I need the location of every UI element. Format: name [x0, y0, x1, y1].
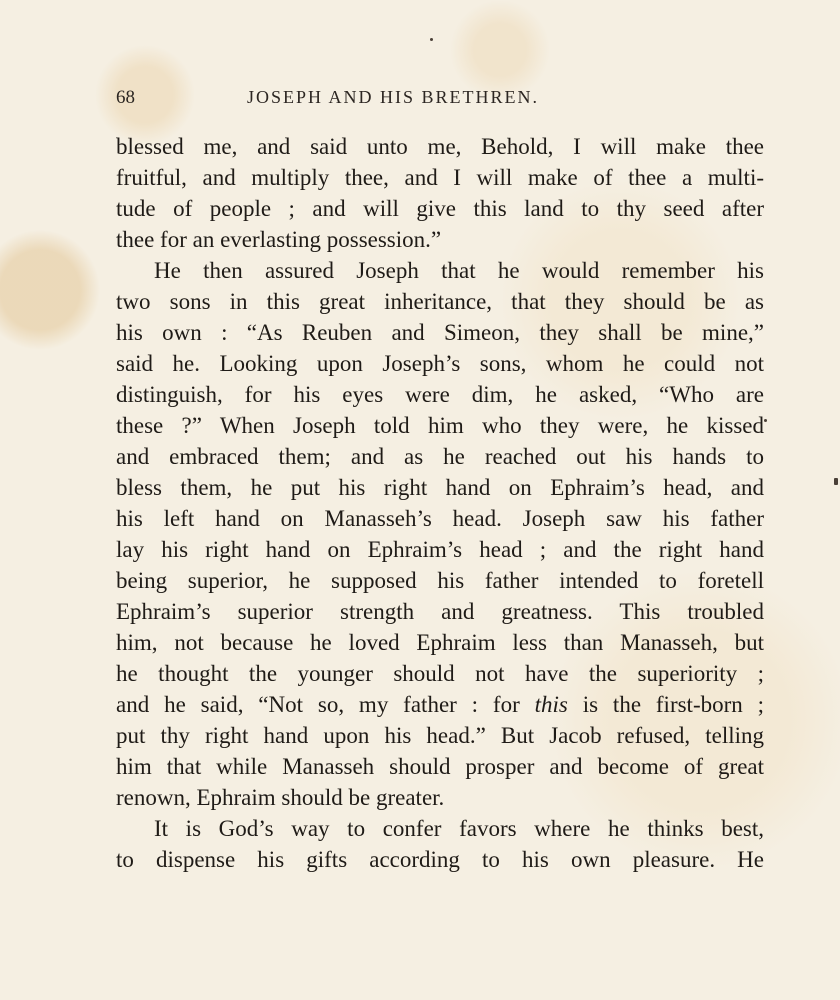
text-span: and he said, “Not so, my father : for [116, 692, 520, 717]
running-title: JOSEPH AND HIS BRETHREN. [247, 87, 540, 107]
text-line: his left hand on Manasseh’s head. Joseph saw his father [116, 506, 764, 531]
text-line: put thy right hand upon his head.” But Jacob refused, telling [116, 723, 764, 748]
text-line: thee for an everlasting possession.” [116, 227, 442, 252]
text-line: him that while Manasseh should prosper and become of great [116, 754, 764, 779]
speck [764, 419, 767, 422]
text-line: he thought the younger should not have the superiority ; [116, 661, 764, 686]
text-line: tude of people ; and will give this land to thy seed after [116, 196, 764, 221]
text-line: It is God’s way to confer favors where he thinks best, [154, 816, 764, 841]
text-line: him, not because he loved Ephraim less than Manasseh, but [116, 630, 764, 655]
edge-mark [834, 478, 838, 485]
text-line: bless them, he put his right hand on Ephraim’s head, and [116, 475, 764, 500]
text-line: He then assured Joseph that he would remember his [154, 258, 764, 283]
text-line: distinguish, for his eyes were dim, he asked, “Who are [116, 382, 764, 407]
speck [430, 38, 433, 41]
text-line: to dispense his gifts according to his own pleasure. He [116, 847, 764, 872]
text-line: fruitful, and multiply thee, and I will make of thee a multi- [116, 165, 764, 190]
text-line: renown, Ephraim should be greater. [116, 785, 445, 810]
italic-word: this [534, 692, 568, 717]
text-line [116, 689, 764, 720]
text-line: being superior, he supposed his father intended to foretell [116, 568, 764, 593]
text-line: blessed me, and said unto me, Behold, I will make thee [116, 134, 764, 159]
text-line: lay his right hand on Ephraim’s head ; and the right hand [116, 537, 764, 562]
text-line: his own : “As Reuben and Simeon, they shall be mine,” [116, 320, 764, 345]
text-line: and embraced them; and as he reached out his hands to [116, 444, 764, 469]
body-text [116, 131, 764, 881]
text-line: Ephraim’s superior strength and greatness. This troubled [116, 599, 764, 624]
text-span: is the first-born ; [582, 692, 765, 717]
page-header [116, 87, 630, 115]
page-number: 68 [116, 87, 135, 108]
text-line: these ?” When Joseph told him who they were, he kissed [116, 413, 764, 438]
text-line: two sons in this great inheritance, that they should be as [116, 289, 764, 314]
text-line: said he. Looking upon Joseph’s sons, whom he could not [116, 351, 764, 376]
